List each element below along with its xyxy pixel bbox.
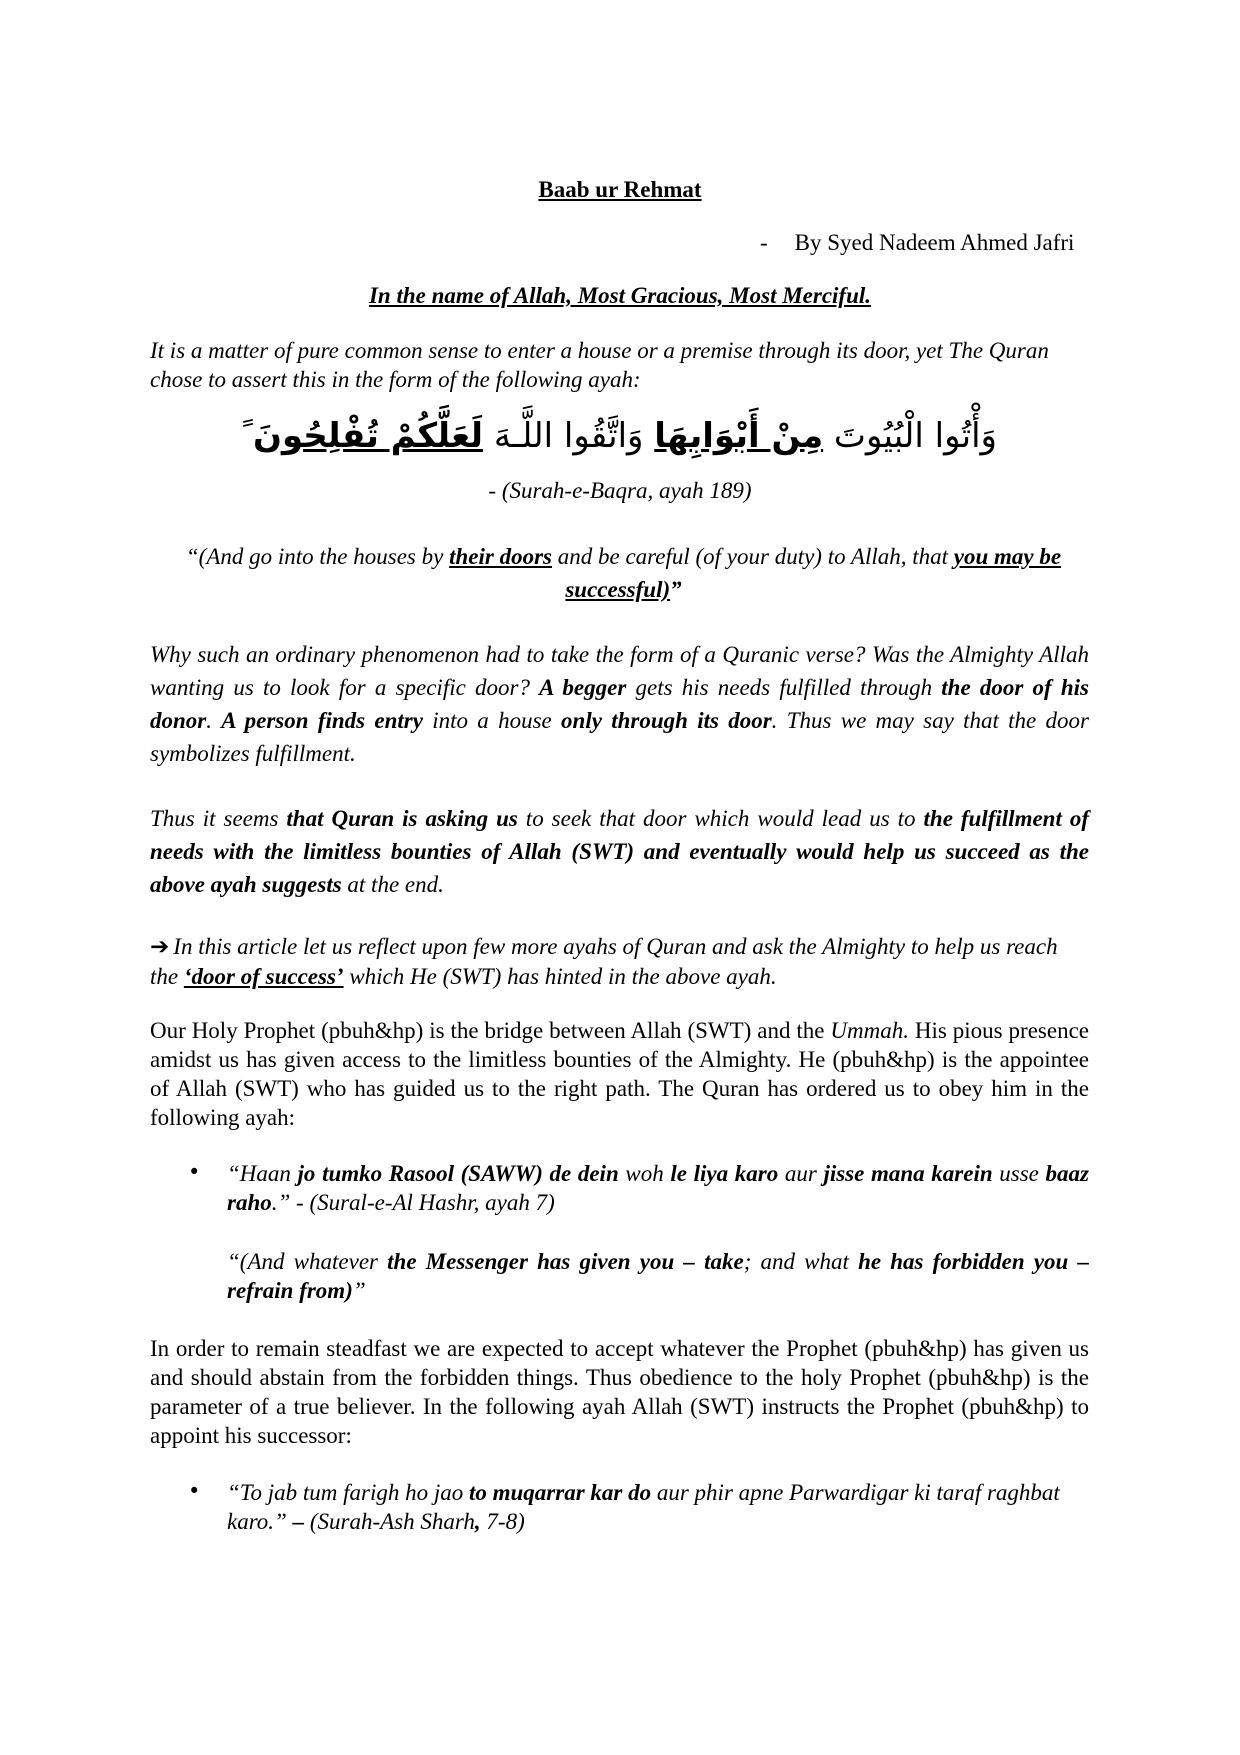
why-text-3: .	[206, 708, 222, 733]
ayah-translation	[158, 540, 1089, 606]
paragraph-prophet	[150, 1016, 1089, 1132]
arabic-ayah	[150, 412, 1090, 460]
seems-text-3: at the end.	[341, 872, 444, 897]
intro-paragraph: It is a matter of pure common sense to enter a house or a premise through its door, yet The Quran chose to assert this in the form of the following ayah:	[150, 338, 1049, 392]
ayah-part-2: مِنْ أَبْوَابِهَا	[654, 416, 824, 456]
whatever-text-2: ; and what	[743, 1249, 859, 1274]
why-text-5: . Thus we may say that the door symbolizes fulfillment.	[150, 708, 1089, 766]
hashr-bold-3: jisse mana karein	[823, 1161, 993, 1186]
sharh-text-1: “To jab tum farigh ho jao	[227, 1480, 469, 1505]
translation-text-1: “(And go into the houses by	[185, 544, 450, 569]
bullet-item-hashr	[227, 1159, 1089, 1217]
why-text-4: into a house	[422, 708, 562, 733]
why-text-1: Why such an ordinary phenomenon had to take the form of a Quranic verse? Was the Almighty Allah wanting us to look for a specific door?	[150, 642, 1089, 700]
why-bold-1: A begger	[539, 675, 627, 700]
bullet-item-hashr-translation	[227, 1247, 1089, 1305]
paragraph-order: In order to remain steadfast we are expected to accept whatever the Prophet (pbuh&hp) has given us and should abstain from the forbidden things. Thus obedience to the holy Prophet (pbuh&hp) is the parameter of a true believer. In the following ayah Allah (SWT) instructs the Prophet (pbuh&hp) to appoint his successor:	[150, 1336, 1089, 1448]
arrow-right-icon: ➔	[150, 934, 170, 960]
sharh-bold-3: ,	[474, 1509, 481, 1534]
paragraph-arrow	[150, 932, 1089, 991]
whatever-bold-1: the Messenger has given you – take	[387, 1249, 744, 1274]
document-title: Baab ur Rehmat	[538, 177, 702, 202]
hashr-bold-1: jo tumko Rasool (SAWW) de dein	[297, 1161, 619, 1186]
why-text-2: gets his needs fulfilled through	[626, 675, 942, 700]
bullet-item-sharh	[227, 1478, 1089, 1536]
prophet-text-1: Our Holy Prophet (pbuh&hp) is the bridge between Allah (SWT) and the	[150, 1018, 831, 1043]
whatever-text-1: “(And whatever	[227, 1249, 388, 1274]
hashr-text-3: aur	[778, 1161, 824, 1186]
paragraph-why	[150, 638, 1089, 770]
translation-text-2: and be careful (of your duty) to Allah, that	[551, 544, 954, 569]
translation-text-3: ”	[670, 577, 682, 602]
seems-text-2: to seek that door which would lead us to	[517, 806, 924, 831]
seems-bold-2: the fulfillment of needs with the limitless bounties of Allah (SWT) and eventually would help us succeed as the above ayah suggests	[150, 806, 1089, 897]
hashr-text-4: usse	[992, 1161, 1046, 1186]
seems-text-1: Thus it seems	[150, 806, 287, 831]
sharh-text-2: aur phir apne Parwardigar ki taraf raghbat karo.”	[227, 1480, 1060, 1534]
bullet-icon: •	[188, 1160, 201, 1184]
sharh-text-4: 7-8)	[480, 1509, 525, 1534]
byline-author: By Syed Nadeem Ahmed Jafri	[794, 230, 1075, 255]
ayah-part-3: وَاتَّقُوا اللَّـهَ	[483, 416, 655, 456]
ayah-part-1: وَأْتُوا الْبُيُوتَ	[823, 416, 997, 456]
paragraph-seems	[150, 802, 1089, 901]
hashr-text-5: .” - (Sural-e-Al Hashr, ayah 7)	[271, 1190, 555, 1215]
bismillah-heading: In the name of Allah, Most Gracious, Most Merciful.	[368, 283, 872, 308]
byline	[760, 229, 1074, 257]
seems-bold-1: that Quran is asking us	[286, 806, 518, 831]
ayah-part-4: لَعَلَّكُمْ تُفْلِحُونَ	[252, 416, 484, 456]
whatever-text-3: ”	[352, 1278, 366, 1303]
why-bold-3: A person finds entry	[221, 708, 423, 733]
prophet-text-2: His pious presence amidst us has given access to the limitless bounties of the Almighty. He (pbuh&hp) is the appointee of Allah (SWT) who has guided us to the right path. The Quran has ordered us to obey him in the following ayah:	[150, 1018, 1089, 1130]
translation-emphasis-1: their doors	[449, 544, 552, 569]
prophet-italic-ummah: Ummah.	[830, 1018, 909, 1043]
bullet-icon: •	[188, 1479, 201, 1503]
hashr-text-1: “Haan	[227, 1161, 298, 1186]
sharh-text-3: (Surah-Ash Sharh	[304, 1509, 475, 1534]
whatever-bold-2: he has forbidden you – refrain from)	[227, 1249, 1089, 1303]
byline-dash: -	[760, 230, 768, 255]
arrow-text-2: which He (SWT) has hinted in the above ayah.	[343, 964, 777, 989]
hashr-bold-2: le liya karo	[670, 1161, 779, 1186]
hashr-text-2: woh	[618, 1161, 671, 1186]
sharh-bold-2: –	[292, 1509, 305, 1534]
sharh-bold-1: to muqarrar kar do	[468, 1480, 652, 1505]
ayah-part-5: ﹰ	[243, 416, 253, 456]
why-bold-4: only through its door	[561, 708, 772, 733]
why-bold-2: the door of his donor	[150, 675, 1089, 733]
ayah-reference: - (Surah-e-Baqra, ayah 189)	[488, 478, 752, 503]
arrow-text-1: In this article let us reflect upon few more ayahs of Quran and ask the Almighty to help us reach the	[150, 934, 1058, 989]
translation-emphasis-2: you may be successful)	[565, 544, 1062, 602]
door-of-success-emphasis: ‘door of success’	[183, 964, 344, 989]
hashr-bold-4: baaz raho	[227, 1161, 1089, 1215]
